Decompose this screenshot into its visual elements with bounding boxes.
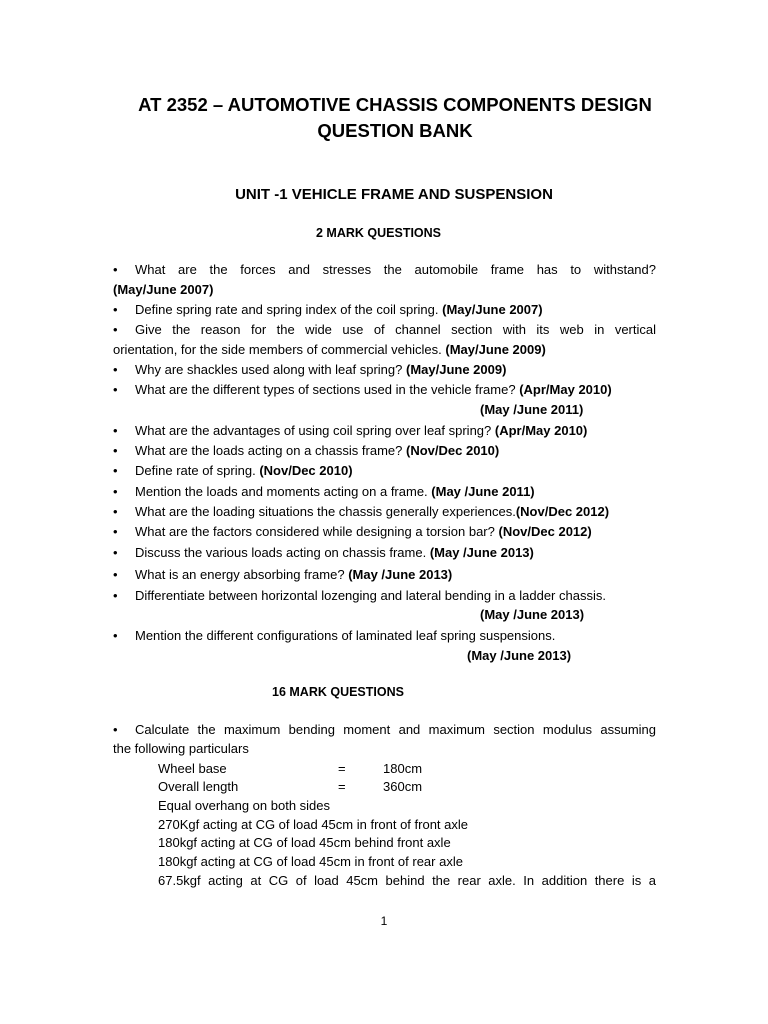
list-item: [113, 360, 506, 380]
list-item: [113, 565, 452, 585]
list-item: [113, 421, 587, 441]
question-text: What is an energy absorbing frame?: [135, 567, 345, 582]
page-number: 1: [380, 914, 388, 928]
question-date: (Apr/May 2010): [494, 423, 588, 438]
question-text: Define spring rate and spring index of the coil spring.: [135, 302, 439, 317]
question-date: (May/June 2007): [113, 282, 214, 297]
question-text: Mention the different configurations of laminated leaf spring suspensions.: [135, 628, 556, 643]
param-equals: =: [338, 779, 346, 794]
list-item: [113, 320, 656, 340]
list-item: [113, 720, 656, 740]
question-text: What are the forces and stresses the automobile frame has to withstand?: [135, 262, 656, 277]
bullet-icon: •: [113, 484, 118, 499]
question-text: Differentiate between horizontal lozenging and lateral bending in a ladder chassis.: [135, 588, 606, 603]
bullet-icon: •: [113, 722, 118, 737]
question-date: (May /June 2013): [429, 545, 534, 560]
list-item: [113, 260, 656, 280]
list-item: [113, 502, 609, 522]
document-title: AT 2352 – AUTOMOTIVE CHASSIS COMPONENTS DESIGN: [138, 94, 652, 115]
question-text: Why are shackles used along with leaf spring?: [135, 362, 403, 377]
question-date: (May/June 2009): [445, 342, 546, 357]
question-text: What are the loads acting on a chassis frame?: [135, 443, 403, 458]
question-date: (Nov/Dec 2012): [498, 524, 592, 539]
question-date: (May /June 2011): [431, 484, 535, 499]
sixteen-mark-heading: 16 MARK QUESTIONS: [272, 685, 404, 699]
question-date: (May /June 2013): [348, 567, 453, 582]
question-line: Equal overhang on both sides: [158, 798, 331, 813]
param-equals: =: [338, 761, 346, 776]
list-item: [113, 441, 499, 461]
param-label: Wheel base: [158, 761, 227, 776]
bullet-icon: •: [113, 463, 118, 478]
bullet-icon: •: [113, 443, 118, 458]
document-subtitle: QUESTION BANK: [317, 120, 473, 141]
question-line: 180kgf acting at CG of load 45cm in front of rear axle: [158, 854, 463, 869]
bullet-icon: •: [113, 504, 118, 519]
param-label: Overall length: [158, 779, 239, 794]
question-date: (Nov/Dec 2012): [515, 504, 610, 519]
question-text: Mention the loads and moments acting on a frame.: [135, 484, 428, 499]
question-text: orientation, for the side members of commercial vehicles.: [113, 342, 442, 357]
list-item: [113, 586, 606, 606]
question-date: (May /June 2013): [480, 607, 585, 622]
question-line: 180kgf acting at CG of load 45cm behind front axle: [158, 835, 451, 850]
question-text: Define rate of spring.: [135, 463, 256, 478]
bullet-icon: •: [113, 382, 118, 397]
list-item: [113, 482, 535, 502]
bullet-icon: •: [113, 423, 118, 438]
bullet-icon: •: [113, 362, 118, 377]
question-date: (May/June 2007): [442, 302, 543, 317]
two-mark-heading: 2 MARK QUESTIONS: [316, 226, 442, 240]
question-continuation: the following particulars: [113, 741, 249, 756]
question-text: What are the factors considered while designing a torsion bar?: [135, 524, 495, 539]
question-date: (Apr/May 2010): [519, 382, 612, 397]
bullet-icon: •: [113, 262, 118, 277]
question-line: 67.5kgf acting at CG of load 45cm behind the rear axle. In addition there is a: [158, 873, 656, 888]
param-value: 180cm: [383, 761, 423, 776]
bullet-icon: •: [113, 567, 118, 582]
bullet-icon: •: [113, 588, 118, 603]
question-text: What are the loading situations the chassis generally experiences.: [135, 504, 516, 519]
question-date: (May /June 2011): [480, 402, 584, 417]
list-item: [113, 626, 555, 646]
question-text: Calculate the maximum bending moment and maximum section modulus assuming: [135, 722, 656, 737]
list-item: [113, 380, 612, 400]
question-date: (May /June 2013): [467, 648, 572, 663]
list-item: [113, 300, 543, 320]
bullet-icon: •: [113, 524, 118, 539]
unit-heading: UNIT -1 VEHICLE FRAME AND SUSPENSION: [235, 186, 553, 203]
param-value: 360cm: [383, 779, 423, 794]
bullet-icon: •: [113, 628, 118, 643]
question-date: (Nov/Dec 2010): [259, 463, 353, 478]
question-line: 270Kgf acting at CG of load 45cm in front of front axle: [158, 817, 469, 832]
question-text: What are the advantages of using coil spring over leaf spring?: [135, 423, 492, 438]
question-text: Discuss the various loads acting on chassis frame.: [135, 545, 427, 560]
question-continuation: [113, 340, 546, 360]
bullet-icon: •: [113, 302, 118, 317]
bullet-icon: •: [113, 322, 118, 337]
list-item: [113, 522, 592, 542]
bullet-icon: •: [113, 545, 118, 560]
list-item: [113, 461, 353, 481]
list-item: [113, 543, 534, 563]
question-date: (Nov/Dec 2010): [406, 443, 500, 458]
question-text: What are the different types of sections used in the vehicle frame?: [135, 382, 516, 397]
question-date: (May/June 2009): [406, 362, 507, 377]
question-text: Give the reason for the wide use of channel section with its web in vertical: [135, 322, 656, 337]
